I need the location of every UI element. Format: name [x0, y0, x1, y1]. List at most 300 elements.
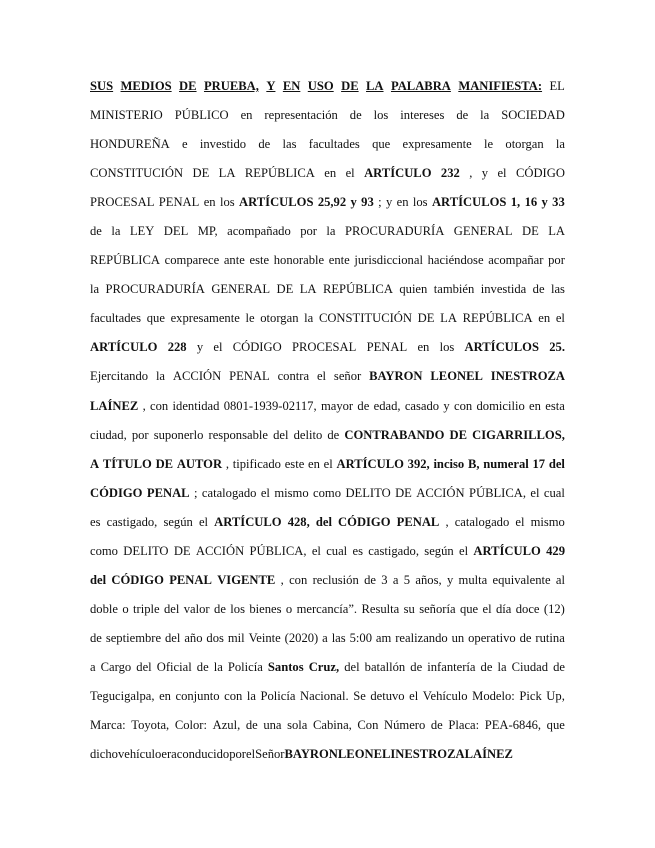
text-line	[90, 333, 565, 362]
text-line	[90, 421, 565, 450]
word: de	[364, 572, 376, 587]
word: de	[90, 630, 102, 645]
word: ARTÍCULO	[364, 166, 432, 181]
word: LEY	[129, 224, 155, 239]
word: Policía	[260, 688, 296, 703]
word: Azul,	[212, 718, 241, 733]
word: DE	[341, 79, 359, 93]
word: MINISTERIO	[90, 108, 163, 123]
word: el	[555, 311, 565, 326]
word: CIGARRILLOS,	[472, 427, 565, 442]
word: Con	[357, 718, 379, 733]
word: Modelo:	[472, 688, 515, 703]
word: la	[480, 108, 490, 123]
word: las	[550, 282, 565, 297]
word: la	[326, 224, 336, 239]
word: señor	[333, 369, 362, 384]
word: haciéndose	[427, 253, 484, 268]
word: bienes	[249, 601, 282, 616]
word: a	[90, 659, 96, 674]
word: 16	[524, 195, 538, 210]
word: que	[146, 311, 165, 326]
word: ACCIÓN	[416, 485, 465, 500]
word: de	[245, 718, 258, 733]
word: el	[246, 747, 256, 762]
word: mismo	[530, 514, 565, 529]
word: conducido	[176, 747, 230, 762]
word: de	[532, 282, 545, 297]
word: en	[308, 456, 320, 471]
word: DE	[179, 79, 197, 93]
word: 17	[532, 456, 546, 471]
word: REPÚBLICA	[322, 282, 393, 297]
word: batallón	[364, 659, 406, 674]
word: expresamente	[170, 311, 240, 326]
text-line	[90, 362, 565, 391]
word: la	[555, 137, 565, 152]
text-line	[90, 130, 565, 159]
word: de	[456, 108, 469, 123]
word: Toyota,	[131, 718, 170, 733]
word: ante	[223, 253, 245, 268]
word: le	[245, 311, 255, 326]
word: Se	[353, 688, 366, 703]
word: PRUEBA,	[203, 79, 259, 93]
word: casado	[404, 398, 440, 413]
word: Up,	[546, 688, 565, 703]
word: y	[443, 398, 450, 413]
word: MEDIOS	[120, 79, 172, 93]
text-line	[90, 246, 565, 275]
word: 0801-1939-02117,	[223, 398, 317, 413]
word: DE	[276, 282, 294, 297]
word: un	[451, 630, 465, 645]
word: ;	[378, 195, 382, 210]
word: los	[230, 601, 245, 616]
word: Vehículo	[422, 688, 468, 703]
word: en	[159, 688, 171, 703]
word: reclusión	[312, 572, 359, 587]
word: el	[409, 688, 419, 703]
word: DE	[173, 543, 191, 558]
word: intereses	[400, 108, 445, 123]
word: ,	[469, 166, 473, 181]
word: equivalente	[492, 572, 551, 587]
word: tipificado	[232, 456, 281, 471]
word: también	[433, 282, 475, 297]
word: Policía	[227, 659, 263, 674]
word: PENAL	[158, 195, 200, 210]
word: investido	[199, 137, 247, 152]
word: del	[273, 427, 289, 442]
word: Nacional.	[300, 688, 349, 703]
word: DELITO	[123, 543, 169, 558]
text-line	[90, 217, 565, 246]
word: ARTÍCULOS	[464, 340, 539, 355]
word: PENAL	[169, 572, 212, 587]
word: a	[392, 572, 399, 587]
word: es	[352, 543, 363, 558]
word: del	[315, 514, 332, 529]
word: LA	[440, 311, 457, 326]
word: GENERAL	[211, 282, 271, 297]
word: ciudad,	[90, 427, 127, 442]
word: de	[553, 659, 565, 674]
word: PEA-6846,	[484, 718, 542, 733]
word: y	[481, 166, 489, 181]
word: mismo	[274, 485, 309, 500]
word: castigado,	[368, 543, 419, 558]
word: sola	[287, 718, 308, 733]
word: Y	[266, 79, 276, 93]
word: con	[289, 572, 308, 587]
word: jurisdiccional	[354, 253, 423, 268]
word: 1,	[510, 195, 521, 210]
word: Veinte	[248, 630, 281, 645]
word: era	[161, 747, 177, 762]
word: este	[249, 253, 270, 268]
word: 232	[440, 166, 460, 181]
word: INESTROZA	[490, 369, 565, 384]
word: por	[229, 747, 246, 762]
word: por	[131, 427, 149, 442]
word: detuvo	[370, 688, 405, 703]
word: ARTÍCULO	[336, 456, 404, 471]
word: Placa:	[448, 718, 480, 733]
word: es	[90, 514, 101, 529]
word: el	[198, 514, 209, 529]
word: PENAL	[366, 340, 408, 355]
word: valor	[183, 601, 210, 616]
word: de	[349, 108, 362, 123]
word: Tegucigalpa,	[90, 688, 155, 703]
word: que	[546, 718, 565, 733]
word: PENAL	[396, 514, 440, 529]
text-line	[90, 508, 565, 537]
word: doble	[90, 601, 118, 616]
word: CONSTITUCIÓN	[90, 166, 184, 181]
word: por	[548, 253, 565, 268]
word: acompañado	[227, 224, 291, 239]
word: EN	[282, 79, 301, 93]
word: PENAL	[146, 485, 190, 500]
word: facultades	[308, 137, 360, 152]
word: que	[459, 601, 479, 616]
word: el	[213, 340, 223, 355]
word: (12)	[543, 601, 565, 616]
word: MP,	[197, 224, 218, 239]
word: realizando	[395, 630, 448, 645]
word: las	[331, 630, 346, 645]
word: con	[453, 398, 473, 413]
word: honorable	[273, 253, 325, 268]
word: VIGENTE	[217, 572, 276, 587]
word: 25.	[549, 340, 565, 355]
word: las	[282, 137, 297, 152]
word: mercancía”.	[296, 601, 358, 616]
word: EL	[549, 79, 565, 93]
word: de	[357, 398, 370, 413]
word: una	[263, 718, 282, 733]
word: TÍTULO	[102, 456, 152, 471]
word: Oficial	[156, 659, 192, 674]
word: triple	[133, 601, 160, 616]
word: LEONEL	[430, 369, 483, 384]
word: la	[155, 369, 166, 384]
word: el	[316, 369, 327, 384]
word: de	[90, 224, 102, 239]
word: Cargo	[100, 659, 132, 674]
word: de	[430, 718, 443, 733]
word: conjunto	[175, 688, 220, 703]
word: en	[203, 195, 216, 210]
word: catalogado	[201, 485, 257, 500]
word: ARTÍCULOS	[431, 195, 507, 210]
word: DE	[417, 311, 435, 326]
word: este	[284, 456, 305, 471]
word: LA	[366, 79, 384, 93]
word: otorgan	[260, 311, 299, 326]
word: 5:00	[349, 630, 372, 645]
word: 93	[361, 195, 374, 210]
word: ente	[328, 253, 350, 268]
word: del	[90, 572, 107, 587]
word: PÚBLICA,	[468, 485, 526, 500]
word: y	[350, 195, 357, 210]
text-line	[90, 711, 565, 740]
text-line	[90, 682, 565, 711]
word: o	[122, 601, 129, 616]
word: mayor	[320, 398, 354, 413]
word: facultades	[90, 311, 142, 326]
word: Pick	[519, 688, 542, 703]
word: PROCESAL	[291, 340, 357, 355]
word: Cruz,	[308, 659, 340, 674]
word: catalogado	[454, 514, 510, 529]
word: BAYRON	[369, 369, 423, 384]
word: como	[90, 543, 118, 558]
word: DE	[155, 456, 174, 471]
word: por	[300, 224, 317, 239]
word: años,	[415, 572, 442, 587]
word: al	[555, 572, 565, 587]
word: inciso	[433, 456, 465, 471]
document-body	[90, 72, 565, 769]
word: el	[515, 514, 525, 529]
word: DE	[449, 427, 468, 442]
word: su	[403, 601, 415, 616]
word: LA	[299, 282, 317, 297]
word: del	[163, 601, 180, 616]
word: 228	[167, 340, 187, 355]
word: PENAL	[229, 369, 270, 384]
word: PROCURADURÍA	[105, 282, 205, 297]
word: del	[548, 456, 565, 471]
word: con	[150, 398, 169, 413]
word: A	[90, 456, 100, 471]
word: el	[497, 166, 507, 181]
word: la	[246, 688, 256, 703]
word: representación	[264, 108, 338, 123]
word: DEL	[163, 224, 189, 239]
word: REPÚBLICA	[462, 311, 533, 326]
word: el	[530, 485, 540, 500]
word: la	[111, 224, 121, 239]
word: infantería	[427, 659, 476, 674]
word: PROCESAL	[90, 195, 155, 210]
word: INESTROZA	[390, 747, 465, 762]
word: según	[424, 543, 454, 558]
word: DE	[192, 166, 210, 181]
word: Señor	[255, 747, 285, 762]
word: 428,	[287, 514, 310, 529]
word: de	[214, 601, 226, 616]
word: dicho	[90, 747, 118, 762]
word: y	[446, 572, 454, 587]
text-line	[90, 479, 565, 508]
word: ,	[445, 514, 449, 529]
text-line	[90, 595, 565, 624]
word: los	[219, 195, 235, 210]
word: de	[519, 630, 532, 645]
word: CÓDIGO	[232, 340, 282, 355]
text-line	[90, 392, 565, 421]
word: CÓDIGO	[515, 166, 565, 181]
word: LA	[218, 166, 236, 181]
word: y	[196, 340, 204, 355]
word: 429	[546, 543, 565, 558]
text-line	[90, 304, 565, 333]
word: contra	[277, 369, 310, 384]
word: la	[90, 282, 100, 297]
text-line	[90, 101, 565, 130]
word: USO	[307, 79, 334, 93]
word: 33	[552, 195, 565, 210]
word: le	[484, 137, 494, 152]
word: en	[538, 311, 551, 326]
word: de	[327, 427, 340, 442]
word: CONSTITUCIÓN	[318, 311, 412, 326]
word: en	[529, 398, 541, 413]
word: 5	[403, 572, 411, 587]
word: el	[345, 166, 355, 181]
text-line	[90, 740, 565, 769]
word: CONTRABANDO	[344, 427, 445, 442]
word: como	[313, 485, 342, 500]
word: acompañar	[488, 253, 544, 268]
text-line	[90, 566, 565, 595]
word: numeral	[483, 456, 529, 471]
word: la	[213, 659, 223, 674]
word: Número	[384, 718, 426, 733]
word: mil	[227, 630, 245, 645]
word: Ciudad	[511, 659, 549, 674]
word: REPÚBLICA	[90, 253, 160, 268]
word: 392,	[407, 456, 430, 471]
word: Ejercitando	[90, 369, 149, 384]
word: del	[136, 659, 152, 674]
word: SUS	[90, 79, 114, 93]
word: Resulta	[361, 601, 400, 616]
word: según	[163, 514, 193, 529]
word: señoría	[419, 601, 456, 616]
word: edad,	[373, 398, 401, 413]
word: LA	[548, 224, 565, 239]
word: LAÍNEZ	[464, 747, 513, 762]
word: otorgan	[505, 137, 544, 152]
word: cual	[326, 543, 348, 558]
text-line	[90, 275, 565, 304]
word: en	[417, 340, 430, 355]
word: en	[324, 166, 337, 181]
word: los	[412, 195, 428, 210]
word: expresamente	[402, 137, 472, 152]
word: ARTÍCULO	[473, 543, 541, 558]
word: ,	[280, 572, 284, 587]
word: y	[385, 195, 393, 210]
word: PÚBLICA,	[249, 543, 307, 558]
text-line	[90, 450, 565, 479]
word: DELITO	[345, 485, 391, 500]
word: Marca:	[90, 718, 126, 733]
word: los	[439, 340, 455, 355]
word: PROCURADURÍA	[344, 224, 445, 239]
word: suponerlo	[153, 427, 204, 442]
word: con	[224, 688, 243, 703]
word: día	[495, 601, 512, 616]
word: B,	[467, 456, 480, 471]
word: delito	[293, 427, 323, 442]
word: BAYRON	[284, 747, 338, 762]
word: Color:	[174, 718, 207, 733]
word: que	[372, 137, 391, 152]
word: am	[375, 630, 392, 645]
word: o	[285, 601, 293, 616]
word: ARTÍCULOS	[239, 195, 314, 210]
word: ,	[142, 398, 146, 413]
word: multa	[458, 572, 488, 587]
word: el	[323, 456, 333, 471]
word: 25,92	[317, 195, 347, 210]
word: ARTÍCULO	[90, 340, 158, 355]
word: quien	[399, 282, 428, 297]
word: DE	[395, 485, 412, 500]
text-line	[90, 72, 565, 101]
word: DE	[521, 224, 539, 239]
word: de	[258, 137, 271, 152]
word: doce	[515, 601, 540, 616]
word: rutina	[535, 630, 565, 645]
word: AUTOR	[176, 456, 223, 471]
word: el	[311, 543, 321, 558]
word: del	[344, 659, 360, 674]
text-line	[90, 624, 565, 653]
word: ACCIÓN	[172, 369, 222, 384]
word: del	[165, 630, 181, 645]
text-line	[90, 188, 565, 217]
word: castigado,	[106, 514, 158, 529]
word: GENERAL	[453, 224, 513, 239]
word: cual	[543, 485, 565, 500]
word: la	[497, 659, 507, 674]
word: comparece	[164, 253, 220, 268]
word: LEONEL	[337, 747, 391, 762]
word: operativo	[468, 630, 516, 645]
word: el	[260, 485, 270, 500]
word: ARTÍCULO	[214, 514, 282, 529]
word: investida	[480, 282, 527, 297]
word: vehículo	[117, 747, 162, 762]
